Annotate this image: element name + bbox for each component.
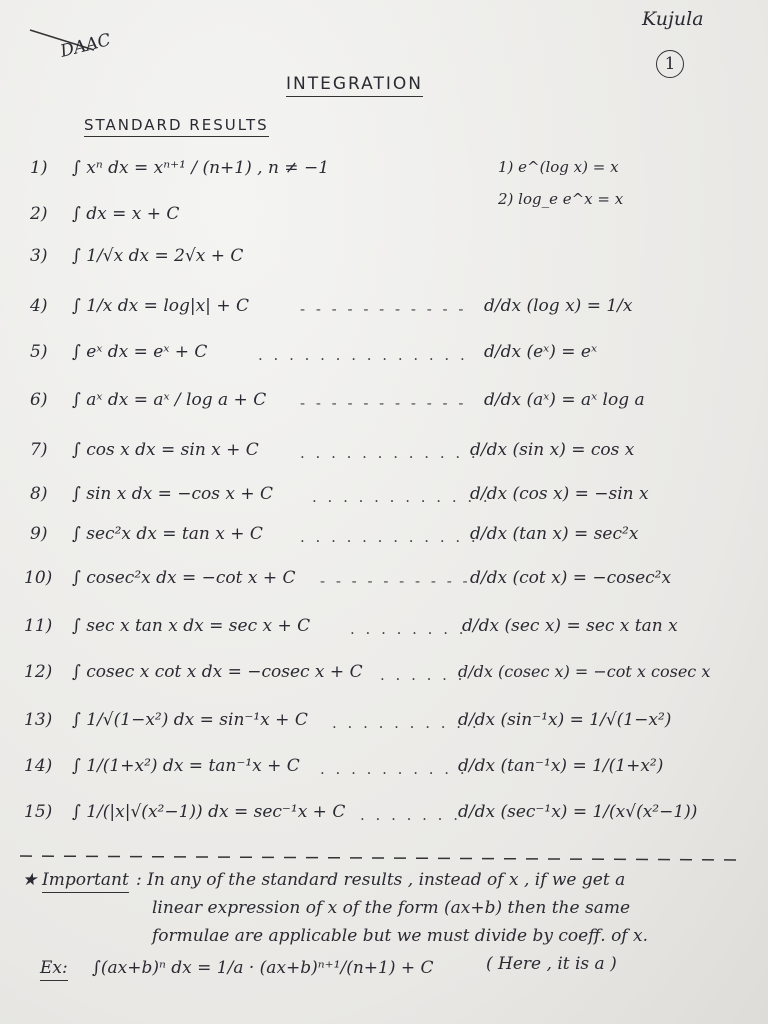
formula-integral: ∫ eˣ dx = eˣ + C [72,342,208,362]
leader-dots: . . . . . . . . . . [332,714,480,732]
important-text-line2: linear expression of x of the form (ax+b) then the same [152,898,631,918]
formula-num: 5) [30,342,48,362]
important-text-line1: : In any of the standard results , instead of x , if we get a [136,870,626,890]
formula-num: 3) [30,246,48,266]
formula-derivative: d/dx (sec x) = sec x tan x [462,616,678,636]
page-title: INTEGRATION [286,74,423,97]
section-heading: STANDARD RESULTS [84,116,269,137]
formula-integral: ∫ 1/√x dx = 2√x + C [72,246,244,266]
important-label: Important [42,870,129,893]
formula-derivative: d/dx (sin x) = cos x [470,440,635,460]
dashed-divider [20,846,740,866]
formula-num: 2) [30,204,48,224]
example-note: ( Here , it is a ) [486,954,617,974]
formula-integral: ∫ xⁿ dx = xⁿ⁺¹ / (n+1) , n ≠ −1 [72,158,330,178]
example-label: Ex: [40,958,68,981]
formula-derivative: d/dx (eˣ) = eˣ [484,342,597,362]
formula-num: 11) [24,616,53,636]
formula-derivative: d/dx (cosec x) = −cot x cosec x [458,662,711,681]
example-formula: ∫(ax+b)ⁿ dx = 1/a · (ax+b)ⁿ⁺¹/(n+1) + C [92,958,434,978]
formula-derivative: d/dx (tan⁻¹x) = 1/(1+x²) [458,756,664,776]
leader-dots: . . . . . . . . . . . . [312,488,491,506]
formula-num: 7) [30,440,48,460]
formula-integral: ∫ dx = x + C [72,204,180,224]
formula-derivative: d/dx (aˣ) = aˣ log a [484,390,645,410]
formula-integral: ∫ 1/x dx = log|x| + C [72,296,249,316]
formula-num: 8) [30,484,48,504]
formula-num: 15) [24,802,53,822]
star-icon: ★ [22,870,38,890]
leader-dots: - - - - - - - - - - [320,572,471,590]
leader-dots: . . . . . . . . . . . . . . [258,346,468,364]
leader-dots: - - - - - - - - - - - [300,300,467,318]
formula-integral: ∫ 1/√(1−x²) dx = sin⁻¹x + C [72,710,308,730]
leader-dots: . . . . . . . [360,806,461,824]
formula-derivative: d/dx (tan x) = sec²x [470,524,639,544]
formula-num: 4) [30,296,48,316]
formula-integral: ∫ cosec²x dx = −cot x + C [72,568,296,588]
side-result-2: 2) log_e e^x = x [498,190,624,208]
formula-num: 1) [30,158,48,178]
formula-integral: ∫ sec²x dx = tan x + C [72,524,263,544]
important-text-line3: formulae are applicable but we must divide by coeff. of x. [152,926,648,946]
formula-integral: ∫ 1/(1+x²) dx = tan⁻¹x + C [72,756,300,776]
formula-integral: ∫ sin x dx = −cos x + C [72,484,274,504]
leader-dots: . . . . . . [380,666,466,684]
formula-num: 10) [24,568,53,588]
formula-num: 13) [24,710,53,730]
formula-integral: ∫ aˣ dx = aˣ / log a + C [72,390,267,410]
formula-derivative: d/dx (log x) = 1/x [484,296,633,316]
side-result-1: 1) e^(log x) = x [498,158,619,176]
author-signature: Kujula [642,8,704,30]
formula-num: 6) [30,390,48,410]
formula-num: 12) [24,662,53,682]
leader-dots: - - - - - - - - - - - [300,394,467,412]
corner-note: DAAC [58,30,113,62]
formula-integral: ∫ 1/(|x|√(x²−1)) dx = sec⁻¹x + C [72,802,346,822]
formula-derivative: d/dx (sec⁻¹x) = 1/(x√(x²−1)) [458,802,698,822]
formula-integral: ∫ sec x tan x dx = sec x + C [72,616,311,636]
leader-dots: . . . . . . . . [350,620,467,638]
formula-integral: ∫ cos x dx = sin x + C [72,440,259,460]
formula-num: 9) [30,524,48,544]
page-number: 1 [656,50,684,78]
formula-num: 14) [24,756,53,776]
leader-dots: . . . . . . . . . . . . [300,444,479,462]
leader-dots: . . . . . . . . . . . . [300,528,479,546]
leader-dots: . . . . . . . . . . [320,760,468,778]
page-number-circle [656,50,684,78]
formula-derivative: d/dx (sin⁻¹x) = 1/√(1−x²) [458,710,672,730]
formula-derivative: d/dx (cot x) = −cosec²x [470,568,672,588]
formula-derivative: d/dx (cos x) = −sin x [470,484,649,504]
formula-integral: ∫ cosec x cot x dx = −cosec x + C [72,662,363,682]
